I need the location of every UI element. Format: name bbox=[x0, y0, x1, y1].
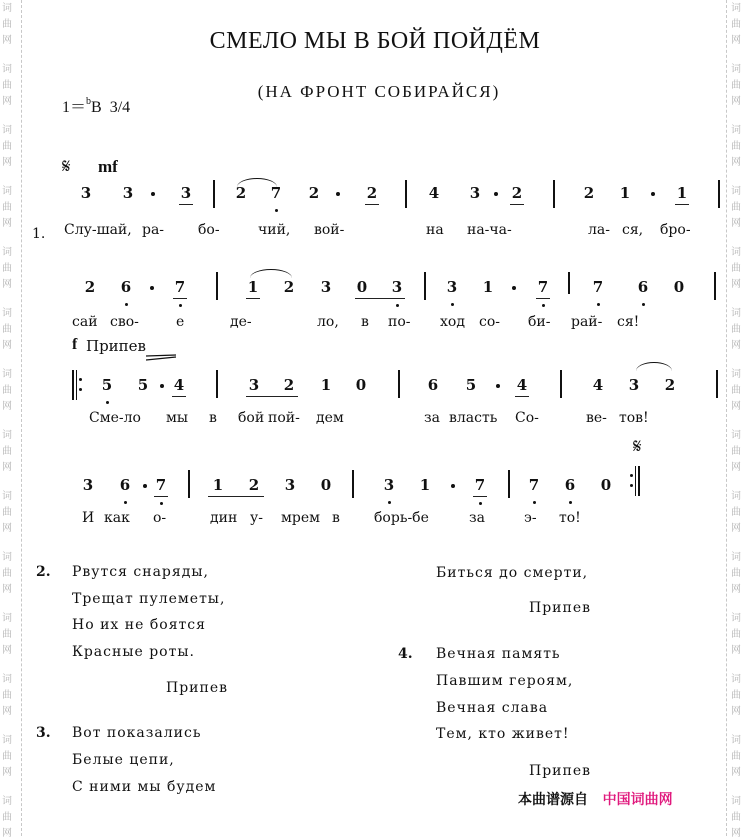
note: 1 bbox=[482, 278, 494, 296]
note: 4 bbox=[515, 376, 529, 394]
bar-line bbox=[405, 180, 407, 208]
note: 7 bbox=[173, 278, 187, 296]
note: 6 bbox=[636, 278, 650, 296]
source-credit bbox=[518, 789, 673, 809]
watermark-char: 词 bbox=[2, 430, 12, 441]
watermark-char: 网 bbox=[2, 401, 12, 412]
bar-line bbox=[398, 370, 400, 398]
lyric-syllable: у- bbox=[250, 510, 263, 526]
watermark-char: 词 bbox=[731, 125, 741, 136]
note: 2 bbox=[308, 184, 320, 202]
note: 7 bbox=[527, 476, 541, 494]
watermark-char: 曲 bbox=[2, 263, 12, 274]
lyric-syllable: власть bbox=[449, 410, 498, 426]
bar-line bbox=[560, 370, 562, 398]
refrain-label: Припев bbox=[166, 680, 228, 696]
lyric-syllable: за bbox=[469, 510, 485, 526]
lyric-syllable: ход bbox=[440, 314, 465, 330]
lyric-syllable: за bbox=[424, 410, 440, 426]
watermark-char: 词 bbox=[731, 247, 741, 258]
lyric-syllable: то! bbox=[559, 510, 581, 526]
note: 3 bbox=[445, 278, 459, 296]
lyric-syllable: Слу-шай, bbox=[64, 222, 132, 238]
lyric-syllable: по- bbox=[388, 314, 411, 330]
watermark-char: 词 bbox=[731, 308, 741, 319]
watermark-right-divider bbox=[726, 0, 727, 836]
note: 3 bbox=[382, 476, 396, 494]
key-prefix: 1＝ bbox=[62, 99, 87, 116]
watermark-char: 词 bbox=[731, 674, 741, 685]
lyric-syllable: как bbox=[104, 510, 130, 526]
watermark-char: 网 bbox=[2, 35, 12, 46]
note: 2 bbox=[664, 376, 676, 394]
lyric-syllable: ве- bbox=[586, 410, 607, 426]
lyric-syllable: Сме-ло bbox=[89, 410, 141, 426]
bar-line bbox=[718, 180, 720, 208]
note: 7 bbox=[154, 476, 168, 494]
watermark-char: 网 bbox=[731, 584, 741, 595]
watermark-char: 曲 bbox=[731, 812, 741, 823]
watermark-char: 词 bbox=[2, 491, 12, 502]
dynamic-f: f bbox=[72, 336, 78, 353]
lyric-syllable: е bbox=[176, 314, 185, 330]
watermark-char: 词 bbox=[731, 491, 741, 502]
watermark-char: 词 bbox=[731, 735, 741, 746]
note: 3 bbox=[80, 184, 92, 202]
watermark-char: 曲 bbox=[2, 202, 12, 213]
segno-end-icon: 𝄋 bbox=[633, 436, 642, 458]
lyric-syllable: сво- bbox=[110, 314, 139, 330]
augmentation-dot bbox=[336, 192, 340, 196]
note: 4 bbox=[428, 184, 440, 202]
note: 1 bbox=[246, 278, 260, 296]
watermark-left-column bbox=[0, 0, 18, 839]
watermark-char: 曲 bbox=[731, 568, 741, 579]
watermark-char: 网 bbox=[731, 523, 741, 534]
bar-line bbox=[188, 470, 190, 498]
verse-number: 4. bbox=[398, 646, 413, 662]
verse-line: Красные роты. bbox=[72, 644, 195, 660]
note: 5 bbox=[137, 376, 149, 394]
note: 4 bbox=[172, 376, 186, 394]
lyric-syllable: сай bbox=[72, 314, 98, 330]
bar-line bbox=[568, 272, 570, 294]
note: 3 bbox=[390, 278, 404, 296]
watermark-char: 曲 bbox=[731, 629, 741, 640]
bar-line bbox=[508, 470, 510, 498]
watermark-char: 曲 bbox=[2, 80, 12, 91]
note: 4 bbox=[592, 376, 604, 394]
lyric-syllable: би- bbox=[528, 314, 551, 330]
verse-line: Биться до смерти, bbox=[436, 565, 589, 581]
lyric-syllable: в bbox=[209, 410, 217, 426]
slur bbox=[250, 269, 292, 278]
watermark-char: 网 bbox=[2, 218, 12, 229]
song-title: СМЕЛО МЫ В БОЙ ПОЙДЁМ bbox=[209, 28, 541, 54]
time-signature: 3/4 bbox=[109, 99, 131, 116]
lyric-syllable: Со- bbox=[515, 410, 539, 426]
watermark-char: 词 bbox=[731, 552, 741, 563]
note: 6 bbox=[563, 476, 577, 494]
augmentation-dot bbox=[150, 286, 154, 290]
augmentation-dot bbox=[512, 286, 516, 290]
accent-icon bbox=[146, 354, 178, 362]
verse-line: Тем, кто живет! bbox=[436, 726, 570, 742]
watermark-char: 网 bbox=[2, 584, 12, 595]
bar-line bbox=[216, 272, 218, 300]
verse-line: Вечная память bbox=[436, 646, 561, 662]
watermark-char: 词 bbox=[2, 186, 12, 197]
watermark-char: 词 bbox=[2, 674, 12, 685]
note: 3 bbox=[122, 184, 134, 202]
note: 0 bbox=[355, 278, 369, 296]
watermark-char: 曲 bbox=[731, 202, 741, 213]
watermark-char: 曲 bbox=[731, 690, 741, 701]
lyric-syllable: на bbox=[426, 222, 444, 238]
watermark-char: 网 bbox=[2, 706, 12, 717]
watermark-char: 词 bbox=[2, 247, 12, 258]
slur bbox=[237, 178, 277, 187]
note: 3 bbox=[628, 376, 640, 394]
watermark-right-column bbox=[729, 0, 747, 839]
watermark-char: 网 bbox=[731, 35, 741, 46]
watermark-char: 曲 bbox=[731, 324, 741, 335]
lyric-syllable: э- bbox=[524, 510, 537, 526]
note: 0 bbox=[320, 476, 332, 494]
watermark-char: 网 bbox=[2, 157, 12, 168]
watermark-char: 网 bbox=[731, 828, 741, 839]
note: 3 bbox=[82, 476, 94, 494]
note: 2 bbox=[365, 184, 379, 202]
key-note: B bbox=[91, 99, 102, 116]
beam bbox=[208, 496, 264, 497]
lyric-syllable: ся! bbox=[617, 314, 640, 330]
watermark-char: 词 bbox=[2, 64, 12, 75]
lyric-syllable: ся, bbox=[622, 222, 644, 238]
lyric-syllable: со- bbox=[479, 314, 500, 330]
note: 0 bbox=[355, 376, 367, 394]
bar-line bbox=[553, 180, 555, 208]
watermark-char: 网 bbox=[2, 96, 12, 107]
watermark-char: 网 bbox=[2, 279, 12, 290]
watermark-char: 网 bbox=[731, 401, 741, 412]
watermark-char: 曲 bbox=[2, 751, 12, 762]
augmentation-dot bbox=[151, 192, 155, 196]
watermark-char: 曲 bbox=[731, 385, 741, 396]
note: 2 bbox=[283, 376, 295, 394]
note: 5 bbox=[100, 376, 114, 394]
augmentation-dot bbox=[494, 192, 498, 196]
note: 2 bbox=[248, 476, 260, 494]
note: 6 bbox=[118, 476, 132, 494]
watermark-char: 网 bbox=[2, 767, 12, 778]
watermark-char: 词 bbox=[2, 735, 12, 746]
watermark-char: 网 bbox=[731, 767, 741, 778]
augmentation-dot bbox=[496, 384, 500, 388]
note: 7 bbox=[269, 184, 283, 202]
note: 7 bbox=[473, 476, 487, 494]
watermark-char: 词 bbox=[731, 613, 741, 624]
note: 7 bbox=[536, 278, 550, 296]
watermark-char: 词 bbox=[2, 3, 12, 14]
watermark-char: 网 bbox=[731, 645, 741, 656]
key-signature bbox=[62, 94, 130, 117]
lyric-syllable: дем bbox=[316, 410, 344, 426]
note: 1 bbox=[320, 376, 332, 394]
lyric-syllable: в bbox=[361, 314, 369, 330]
bar-line bbox=[714, 272, 716, 300]
verse-line: Но их не боятся bbox=[72, 617, 206, 633]
watermark-char: 网 bbox=[731, 340, 741, 351]
watermark-char: 曲 bbox=[731, 263, 741, 274]
watermark-char: 网 bbox=[731, 96, 741, 107]
bar-line bbox=[716, 370, 718, 398]
lyric-syllable: де- bbox=[230, 314, 252, 330]
verse-line: Рвутся снаряды, bbox=[72, 564, 209, 580]
verse-line: Трещат пулеметы, bbox=[72, 591, 226, 607]
watermark-left-divider bbox=[21, 0, 22, 836]
verse-line: Вечная слава bbox=[436, 700, 549, 716]
watermark-char: 网 bbox=[2, 828, 12, 839]
lyric-syllable: рай- bbox=[571, 314, 603, 330]
note: 2 bbox=[235, 184, 247, 202]
lyric-syllable: ла- bbox=[588, 222, 610, 238]
source-prefix: 本曲谱源自 bbox=[518, 792, 588, 808]
watermark-char: 网 bbox=[731, 462, 741, 473]
lyric-syllable: бро- bbox=[660, 222, 691, 238]
verse-line: Вот показались bbox=[72, 725, 202, 741]
note: 1 bbox=[419, 476, 431, 494]
watermark-char: 曲 bbox=[2, 568, 12, 579]
watermark-char: 词 bbox=[731, 64, 741, 75]
watermark-char: 词 bbox=[731, 186, 741, 197]
song-subtitle: (НА ФРОНТ СОБИРАЙСЯ) bbox=[257, 82, 501, 101]
verse-number: 1. bbox=[32, 226, 46, 242]
bar-line bbox=[352, 470, 354, 498]
watermark-char: 词 bbox=[2, 369, 12, 380]
bar-line bbox=[213, 180, 215, 208]
watermark-char: 曲 bbox=[731, 751, 741, 762]
dynamic-mf: mf bbox=[98, 157, 118, 176]
watermark-char: 网 bbox=[2, 523, 12, 534]
note: 1 bbox=[212, 476, 224, 494]
watermark-char: 词 bbox=[731, 369, 741, 380]
watermark-char: 词 bbox=[731, 796, 741, 807]
note: 0 bbox=[673, 278, 685, 296]
watermark-char: 曲 bbox=[2, 812, 12, 823]
beam bbox=[246, 396, 298, 397]
watermark-char: 曲 bbox=[2, 446, 12, 457]
refrain-label: Припев bbox=[529, 763, 591, 779]
lyric-syllable: чий, bbox=[258, 222, 291, 238]
watermark-char: 曲 bbox=[2, 19, 12, 30]
watermark-char: 曲 bbox=[2, 507, 12, 518]
note: 3 bbox=[320, 278, 332, 296]
lyric-syllable: ра- bbox=[142, 222, 165, 238]
lyric-syllable: ло, bbox=[317, 314, 339, 330]
verse-number: 2. bbox=[36, 564, 51, 580]
lyric-syllable: бо- bbox=[198, 222, 220, 238]
watermark-char: 网 bbox=[2, 462, 12, 473]
watermark-char: 曲 bbox=[731, 446, 741, 457]
lyric-syllable: дин bbox=[210, 510, 238, 526]
verse-line: Белые цепи, bbox=[72, 752, 175, 768]
note: 1 bbox=[675, 184, 689, 202]
note: 6 bbox=[119, 278, 133, 296]
watermark-char: 网 bbox=[2, 645, 12, 656]
augmentation-dot bbox=[651, 192, 655, 196]
note: 3 bbox=[469, 184, 481, 202]
watermark-char: 词 bbox=[2, 613, 12, 624]
lyric-syllable: на-ча- bbox=[467, 222, 512, 238]
note: 2 bbox=[510, 184, 524, 202]
note: 6 bbox=[427, 376, 439, 394]
watermark-char: 网 bbox=[731, 279, 741, 290]
lyric-syllable: о- bbox=[153, 510, 167, 526]
watermark-char: 曲 bbox=[731, 80, 741, 91]
note: 0 bbox=[600, 476, 612, 494]
watermark-char: 词 bbox=[2, 308, 12, 319]
watermark-char: 词 bbox=[2, 552, 12, 563]
watermark-char: 网 bbox=[731, 218, 741, 229]
watermark-char: 曲 bbox=[2, 690, 12, 701]
bar-line bbox=[216, 370, 218, 398]
augmentation-dot bbox=[451, 484, 455, 488]
verse-line: Павшим героям, bbox=[436, 673, 574, 689]
note: 2 bbox=[583, 184, 595, 202]
note: 3 bbox=[248, 376, 260, 394]
lyric-syllable: мрем bbox=[281, 510, 321, 526]
verse-line: С ними мы будем bbox=[72, 779, 217, 795]
lyric-syllable: тов! bbox=[619, 410, 649, 426]
source-brand-link[interactable]: 中国词曲网 bbox=[602, 792, 673, 808]
note: 5 bbox=[465, 376, 477, 394]
slur bbox=[636, 362, 672, 371]
refrain-label: Припев bbox=[529, 600, 591, 616]
watermark-char: 曲 bbox=[731, 141, 741, 152]
note: 3 bbox=[179, 184, 193, 202]
watermark-char: 网 bbox=[731, 157, 741, 168]
verse-number: 3. bbox=[36, 725, 51, 741]
note: 2 bbox=[84, 278, 96, 296]
watermark-char: 曲 bbox=[731, 19, 741, 30]
refrain-label: Припев bbox=[86, 337, 146, 355]
augmentation-dot bbox=[143, 484, 147, 488]
watermark-char: 曲 bbox=[2, 141, 12, 152]
watermark-char: 词 bbox=[731, 3, 741, 14]
watermark-char: 词 bbox=[731, 430, 741, 441]
watermark-char: 词 bbox=[2, 796, 12, 807]
lyric-syllable: пой- bbox=[268, 410, 300, 426]
watermark-char: 曲 bbox=[2, 629, 12, 640]
augmentation-dot bbox=[160, 384, 164, 388]
lyric-syllable: бой bbox=[238, 410, 265, 426]
beam bbox=[355, 298, 405, 299]
segno-icon: 𝄋 bbox=[62, 156, 71, 178]
watermark-char: 曲 bbox=[731, 507, 741, 518]
lyric-syllable: в bbox=[332, 510, 340, 526]
watermark-char: 曲 bbox=[2, 385, 12, 396]
lyric-syllable: вой- bbox=[314, 222, 345, 238]
note: 1 bbox=[619, 184, 631, 202]
note: 3 bbox=[284, 476, 296, 494]
bar-line bbox=[424, 272, 426, 300]
watermark-char: 网 bbox=[731, 706, 741, 717]
lyric-syllable: мы bbox=[166, 410, 189, 426]
lyric-syllable: борь-бе bbox=[374, 510, 429, 526]
note: 2 bbox=[283, 278, 295, 296]
note: 7 bbox=[591, 278, 605, 296]
watermark-char: 曲 bbox=[2, 324, 12, 335]
watermark-char: 词 bbox=[2, 125, 12, 136]
watermark-char: 网 bbox=[2, 340, 12, 351]
lyric-syllable: И bbox=[82, 510, 95, 526]
flat-sign: b bbox=[86, 95, 92, 107]
